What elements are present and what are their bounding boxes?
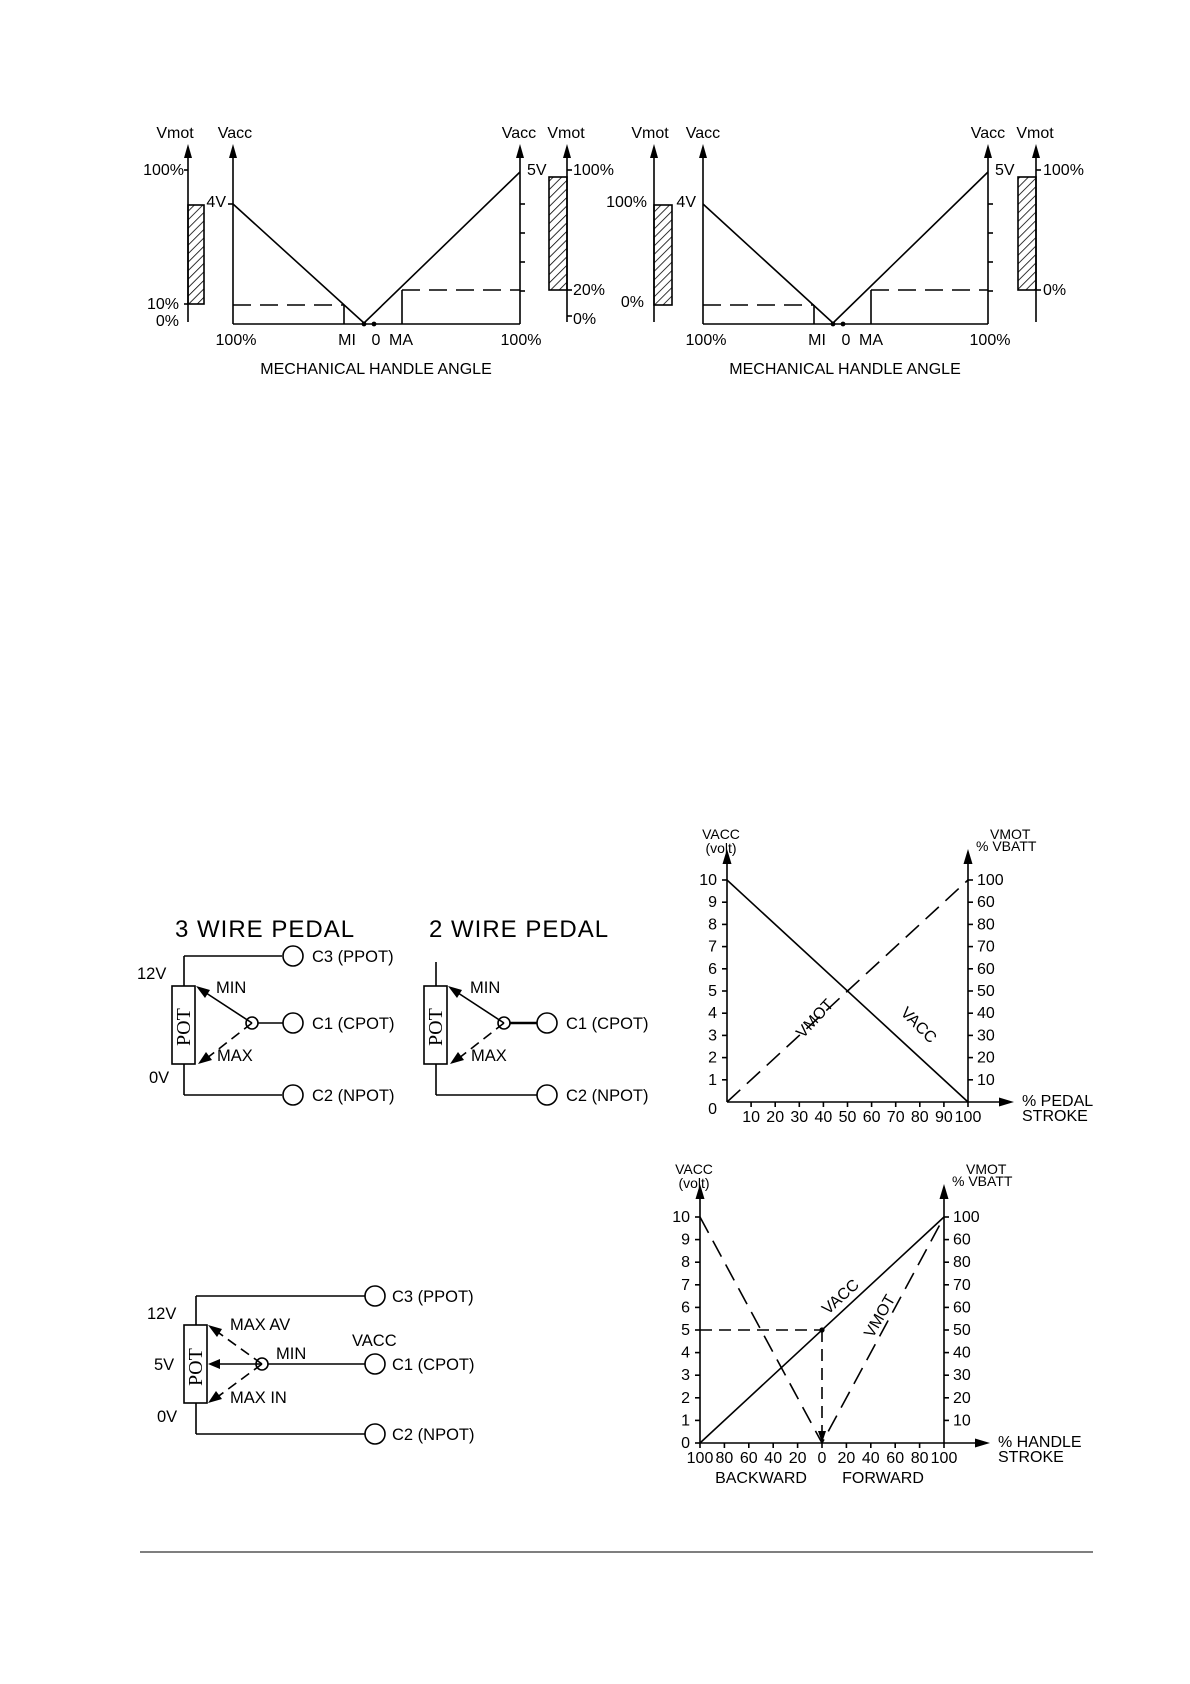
y-right-tick-label: 100 xyxy=(977,872,1004,889)
y-right-tick-label: 10 xyxy=(953,1412,971,1430)
y-axis-right-title: % VBATT xyxy=(976,838,1037,854)
y-right-tick-label: 80 xyxy=(953,1254,971,1272)
terminal-label: C1 (CPOT) xyxy=(566,1015,649,1033)
vmot-right-hatched-bar xyxy=(549,177,567,290)
axis-label: Vmot xyxy=(631,125,669,142)
axis-title: MECHANICAL HANDLE ANGLE xyxy=(260,361,492,378)
tick-label: 0% xyxy=(1043,282,1067,299)
tick-label: 0 xyxy=(371,332,381,349)
terminal-c2 xyxy=(365,1424,385,1444)
two-wire-pedal-diagram xyxy=(424,916,649,1105)
voltage-label: 0V xyxy=(149,1069,170,1087)
wiper-label: MAX AV xyxy=(230,1316,291,1334)
tick-label: 100% xyxy=(573,162,614,179)
vacc-curve xyxy=(233,172,520,323)
x-tick-label: 30 xyxy=(790,1109,809,1126)
tick-label: 0% xyxy=(620,294,644,311)
vmot-left-hatched-bar xyxy=(188,205,204,304)
top-right-handle-graph xyxy=(606,125,1084,378)
y-tick-label: 1 xyxy=(708,1071,717,1089)
x-tick-label: 0 xyxy=(817,1450,827,1467)
vmot-right-hatched-bar xyxy=(1018,177,1036,290)
series-label-vacc: VACC xyxy=(896,1004,940,1047)
y-right-tick-label: 60 xyxy=(953,1299,971,1317)
x-axis-title: % PEDAL xyxy=(1022,1093,1094,1110)
wiper-label: MAX xyxy=(217,1047,253,1065)
y-tick-label: 2 xyxy=(708,1049,717,1067)
y-right-tick-label: 70 xyxy=(977,938,995,956)
diagram-title: 2 WIRE PEDAL xyxy=(429,916,610,943)
terminal-label: C1 (CPOT) xyxy=(312,1015,395,1033)
tick-label: 4V xyxy=(676,194,696,211)
y-tick-label: 1 xyxy=(681,1412,690,1430)
tick-label: 10% xyxy=(146,296,179,313)
y-tick-label: 8 xyxy=(681,1254,690,1272)
y-tick-label: 0 xyxy=(681,1435,690,1452)
x-tick-label: 20 xyxy=(788,1450,807,1467)
voltage-label: 0V xyxy=(157,1408,178,1426)
wiper-label: VACC xyxy=(352,1332,397,1350)
y-tick-label: 6 xyxy=(681,1299,690,1317)
x-tick-label: 70 xyxy=(886,1109,905,1126)
y-right-tick-label: 50 xyxy=(953,1322,971,1339)
handle-stroke-chart xyxy=(672,1161,1081,1487)
wiper-label: MIN xyxy=(276,1345,307,1363)
handle-pot-diagram xyxy=(147,1286,475,1444)
wiper-label: MAX IN xyxy=(230,1389,287,1407)
wiper-label: MIN xyxy=(470,979,501,997)
terminal-c1 xyxy=(537,1013,557,1033)
x-tick-label: 80 xyxy=(910,1450,929,1467)
axis-label: Vacc xyxy=(970,125,1006,142)
x-tick-label: 40 xyxy=(814,1109,833,1126)
y-tick-label: 3 xyxy=(708,1027,717,1045)
y-axis-left-title: VACC xyxy=(675,1161,713,1177)
terminal-label: C3 (PPOT) xyxy=(312,948,394,966)
tick-label: 100% xyxy=(969,332,1011,349)
tick-label: 100% xyxy=(215,332,257,349)
voltage-label: 12V xyxy=(137,965,167,983)
x-tick-label: 100 xyxy=(954,1109,982,1126)
y-tick-label: 4 xyxy=(681,1344,690,1362)
wiper-label: MAX xyxy=(471,1047,507,1065)
x-tick-label: 100 xyxy=(930,1450,958,1467)
x-group-label: FORWARD xyxy=(842,1470,924,1487)
axis-label: Vacc xyxy=(217,125,253,142)
tick-label: 100% xyxy=(1043,162,1084,179)
tick-label: 20% xyxy=(573,282,606,299)
terminal-label: C2 (NPOT) xyxy=(312,1087,395,1105)
x-group-label: BACKWARD xyxy=(715,1470,807,1487)
x-tick-label: 20 xyxy=(837,1450,856,1467)
pedal-stroke-chart xyxy=(699,826,1093,1126)
terminal-label: C1 (CPOT) xyxy=(392,1356,475,1374)
y-tick-label: 7 xyxy=(708,938,717,956)
x-tick-label: 60 xyxy=(739,1450,758,1467)
reference-point xyxy=(819,1327,824,1332)
y-axis-right-title: % VBATT xyxy=(952,1173,1013,1189)
terminal-label: C2 (NPOT) xyxy=(392,1426,475,1444)
terminal-label: C2 (NPOT) xyxy=(566,1087,649,1105)
series-label-vacc: VACC xyxy=(819,1276,863,1319)
y-tick-label: 8 xyxy=(708,916,717,934)
tick-label: 100% xyxy=(500,332,542,349)
terminal-c3 xyxy=(365,1286,385,1306)
y-tick-label: 10 xyxy=(699,872,717,889)
axis-arrow xyxy=(940,1184,949,1199)
x-tick-label: 50 xyxy=(838,1109,857,1126)
axis-label: Vacc xyxy=(685,125,721,142)
y-tick-label: 2 xyxy=(681,1389,690,1407)
x-tick-label: 10 xyxy=(742,1109,760,1126)
y-axis-left-title: VACC xyxy=(702,826,740,842)
tick-label: 100% xyxy=(143,162,184,179)
y-right-tick-label: 100 xyxy=(953,1209,980,1226)
x-axis-title: % HANDLE xyxy=(998,1434,1082,1451)
x-tick-label: 80 xyxy=(910,1109,929,1126)
y-right-tick-label: 50 xyxy=(977,983,995,1000)
tick-label: MI xyxy=(338,332,356,349)
axis-arrow xyxy=(975,1439,990,1448)
y-tick-label: 5 xyxy=(681,1322,690,1339)
y-right-tick-label: 20 xyxy=(953,1389,971,1407)
y-axis-right-title: VMOT xyxy=(990,826,1031,842)
y-right-tick-label: 60 xyxy=(953,1231,971,1249)
y-right-tick-label: 40 xyxy=(953,1344,971,1362)
tick-label: 0% xyxy=(573,311,597,328)
vmot-left-hatched-bar xyxy=(654,205,672,305)
voltage-label: 5V xyxy=(154,1356,175,1374)
y-axis-left-title: (volt) xyxy=(705,840,737,856)
x-tick-label: 20 xyxy=(766,1109,785,1126)
y-tick-label: 9 xyxy=(708,894,717,912)
tick-label: 100% xyxy=(606,194,647,211)
y-tick-label: 5 xyxy=(708,983,717,1000)
y-right-tick-label: 20 xyxy=(977,1049,995,1067)
y-right-tick-label: 60 xyxy=(977,960,995,978)
origin-label: 0 xyxy=(708,1101,717,1118)
y-tick-label: 4 xyxy=(708,1005,717,1023)
axis-arrow xyxy=(999,1098,1014,1107)
axis-label: Vacc xyxy=(501,125,537,142)
series-label-vmot: VMOT xyxy=(793,996,838,1042)
y-tick-label: 10 xyxy=(672,1209,690,1226)
tick-label: 5V xyxy=(527,162,547,179)
y-right-tick-label: 30 xyxy=(953,1367,971,1385)
top-left-handle-graph xyxy=(143,125,614,378)
y-right-tick-label: 40 xyxy=(977,1005,995,1023)
x-tick-label: 60 xyxy=(862,1109,881,1126)
axis-title: MECHANICAL HANDLE ANGLE xyxy=(729,361,961,378)
y-tick-label: 6 xyxy=(708,960,717,978)
pot-label: POT xyxy=(185,1348,207,1386)
tick-label: MA xyxy=(859,332,883,349)
x-tick-label: 60 xyxy=(886,1450,905,1467)
y-right-tick-label: 70 xyxy=(953,1276,971,1294)
wiper-label: MIN xyxy=(216,979,247,997)
axis-label: Vmot xyxy=(156,125,194,142)
terminal-c1 xyxy=(365,1354,385,1374)
series-label-vmot: VMOT xyxy=(861,1292,900,1341)
pot-label: POT xyxy=(173,1008,195,1046)
x-axis-title: STROKE xyxy=(1022,1108,1088,1125)
axis-label: Vmot xyxy=(547,125,585,142)
x-tick-label: 40 xyxy=(764,1450,783,1467)
tick-label: 100% xyxy=(685,332,727,349)
diagram-title: 3 WIRE PEDAL xyxy=(175,916,356,943)
y-tick-label: 7 xyxy=(681,1276,690,1294)
y-tick-label: 9 xyxy=(681,1231,690,1249)
axis-arrow xyxy=(964,849,973,864)
y-axis-right-title: VMOT xyxy=(966,1161,1007,1177)
tick-label: 5V xyxy=(995,162,1015,179)
terminal-c1 xyxy=(283,1013,303,1033)
x-tick-label: 40 xyxy=(861,1450,880,1467)
tick-label: 0 xyxy=(841,332,851,349)
voltage-label: 12V xyxy=(147,1305,177,1323)
tick-label: 0% xyxy=(155,313,179,330)
tick-label: MA xyxy=(389,332,413,349)
y-right-tick-label: 10 xyxy=(977,1071,995,1089)
y-axis-left-title: (volt) xyxy=(678,1175,710,1191)
three-wire-pedal-diagram xyxy=(137,916,395,1105)
terminal-c3 xyxy=(283,946,303,966)
x-tick-label: 100 xyxy=(686,1450,714,1467)
x-tick-label: 80 xyxy=(715,1450,734,1467)
terminal-c2 xyxy=(283,1085,303,1105)
vacc-curve xyxy=(703,172,988,323)
y-right-tick-label: 80 xyxy=(977,916,995,934)
axis-label: Vmot xyxy=(1016,125,1054,142)
y-tick-label: 3 xyxy=(681,1367,690,1385)
terminal-label: C3 (PPOT) xyxy=(392,1288,474,1306)
pot-label: POT xyxy=(425,1008,447,1046)
tick-label: MI xyxy=(808,332,826,349)
x-axis-title: STROKE xyxy=(998,1449,1064,1466)
terminal-c2 xyxy=(537,1085,557,1105)
tick-label: 4V xyxy=(206,194,226,211)
x-tick-label: 90 xyxy=(935,1109,953,1126)
y-right-tick-label: 60 xyxy=(977,894,995,912)
y-right-tick-label: 30 xyxy=(977,1027,995,1045)
